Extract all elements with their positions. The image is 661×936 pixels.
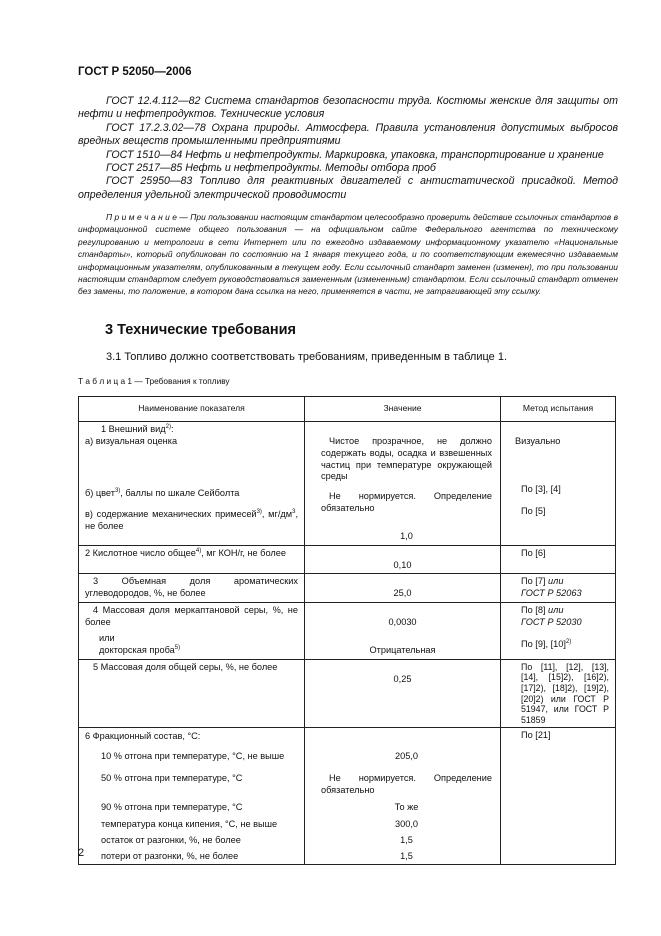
cell-text: По [9], [10]	[521, 638, 566, 649]
cell-value: 0,0030	[388, 617, 417, 628]
footnote-mark: 3)	[114, 487, 121, 494]
cell-method: Визуально	[515, 436, 561, 446]
row-label: потери от разгонки, %, не более	[101, 851, 239, 862]
cell-method: По [6]	[521, 547, 546, 558]
cell-text: 1 Внешний вид	[101, 424, 166, 434]
cell-text: или	[548, 576, 564, 587]
cell-method	[521, 605, 609, 617]
row-label: а) визуальная оценка	[85, 435, 178, 446]
table-row	[79, 603, 616, 660]
column-header: Метод испытания	[501, 397, 616, 422]
cell-value: 1,5	[400, 835, 413, 846]
cell-text: По [7]	[521, 576, 546, 587]
reference-item: ГОСТ 17.2.3.02—78 Охрана природы. Атмосфера. Правила установления допустимых выбросов вредных веществ промышленными предприятиями	[78, 121, 618, 148]
cell-method: По [21]	[521, 730, 551, 741]
row-label: температура конца кипения, °С, не выше	[101, 819, 278, 830]
cell-value: 1,5	[400, 851, 413, 862]
cell-text: в) содержание механических примесей	[85, 509, 257, 520]
footnote-mark: 4)	[195, 547, 202, 554]
row-label: 5 Массовая доля общей серы, %, не более	[93, 661, 278, 672]
note-paragraph: П р и м е ч а н и е — При пользовании настоящим стандартом целесообразно проверить действие ссылочных стандартов в информационной системе общего пользования — на официальном сайте Федерального агентства по техническому регулированию и метрологии в сети Интернет или по ежегодно издаваемому информационному указателю «Национальные стандарты», который опубликован по состоянию на 1 января текущего года, и по соответствующим ежемесячно издаваемым информационным указателям, опубликованным в текущем году. Если ссылочный стандарт заменен (изменен), то при пользовании настоящим стандартом следует руководствоваться замененным (измененным) стандартом. Если ссылочный стандарт отменен без замены, то положение, в котором дана ссылка на него, применяется в части, не затрагивающей эту ссылку.	[78, 212, 618, 297]
cell-method: По [3], [4]	[521, 483, 561, 494]
cell-value: Не нормируется. Определение обязательно	[321, 491, 492, 513]
row-label: остаток от разгонки, %, не более	[101, 835, 241, 846]
cell-value: Отрицательная	[369, 644, 436, 655]
reference-item: ГОСТ 12.4.112—82 Система стандартов безопасности труда. Костюмы женские для защиты от нефти и нефтепродуктов. Технические условия	[78, 95, 618, 121]
table-row	[79, 659, 616, 728]
footnote-mark: 5)	[174, 644, 181, 651]
column-header: Значение	[305, 397, 501, 422]
footnote-mark: 3	[292, 509, 296, 516]
row-label	[85, 509, 298, 533]
cell-value: То же	[394, 802, 419, 813]
row-label: 6 Фракционный состав, °С:	[85, 731, 201, 742]
paragraph-3-1: 3.1 Топливо должно соответствовать требованиям, приведенным в таблице 1.	[106, 351, 508, 363]
cell-text: или	[548, 605, 564, 616]
column-header: Наименование показателя	[79, 397, 305, 422]
cell-value: 300,0	[395, 819, 418, 830]
cell-value: 0,10	[393, 559, 412, 570]
cell-value: Чистое прозрачное, не должно содержать воды, осадка и взвешенных частиц при температуре окружающей среды	[321, 436, 492, 482]
cell-method: ГОСТ Р 52063	[521, 588, 582, 599]
cell-value: 25,0	[393, 588, 412, 599]
row-label: 4 Массовая доля меркаптановой серы, %, не более	[85, 605, 298, 627]
table-caption: Т а б л и ц а 1 — Требования к топливу	[78, 376, 230, 386]
cell-text: , мг КОН/г, не более	[201, 547, 286, 558]
cell-method: По [5]	[521, 505, 546, 516]
document-header: ГОСТ Р 52050—2006	[78, 66, 192, 78]
row-label: 3 Объемная доля ароматических углеводородов, %, не более	[85, 576, 298, 599]
cell-value: 0,25	[393, 673, 412, 684]
row-label: 1 Внешний вид$^{2)}$:	[101, 423, 174, 434]
table-header-row	[79, 397, 616, 422]
cell-text: докторская проба	[99, 644, 175, 655]
row-label: 10 % отгона при температуре, °С, не выше	[101, 751, 285, 762]
table-row	[79, 574, 616, 603]
row-label	[85, 548, 298, 560]
footnote-mark: 3)	[256, 509, 262, 516]
cell-value: 205,0	[395, 751, 418, 762]
footnote-mark: 2)	[165, 423, 171, 430]
row-label: или	[99, 632, 115, 643]
row-label: 90 % отгона при температуре, °С	[101, 802, 243, 813]
row-label: 50 % отгона при температуре, °С	[101, 773, 243, 784]
section-title: 3 Технические требования	[105, 322, 297, 338]
cell-method	[521, 576, 609, 588]
cell-text: , баллы по шкале Сейболта	[120, 487, 240, 498]
cell-text: б) цвет	[85, 487, 115, 498]
reference-item: ГОСТ 2517—85 Нефть и нефтепродукты. Методы отбора проб	[106, 162, 436, 175]
footnote-mark: 2)	[565, 638, 572, 645]
cell-text: , не более	[85, 509, 298, 532]
table-row	[79, 422, 616, 546]
table-row	[79, 728, 616, 865]
row-label	[85, 645, 298, 657]
requirements-table	[78, 396, 616, 865]
cell-value: 1,0	[400, 530, 413, 541]
normative-references	[78, 95, 618, 202]
cell-text: По [8]	[521, 605, 546, 616]
row-label	[85, 488, 298, 500]
reference-item: ГОСТ 25950—83 Топливо для реактивных двигателей с антистатической присадкой. Метод определения удельной электрической проводимости	[78, 175, 618, 201]
reference-item: ГОСТ 1510—84 Нефть и нефтепродукты. Маркировка, упаковка, транспортирование и хранение	[106, 148, 604, 161]
cell-text: 2 Кислотное число общее	[85, 547, 196, 558]
cell-method: ГОСТ Р 52030	[521, 616, 582, 627]
cell-method: По [11], [12], [13], [14], [15]2), [16]2), [17]2), [18]2), [19]2), [20]2) или ГОСТ Р 51947, или ГОСТ Р 51859	[521, 661, 609, 725]
cell-value: Не нормируется. Определение обязательно	[321, 773, 492, 796]
table-row	[79, 545, 616, 574]
cell-text: , мг/дм	[261, 509, 293, 520]
cell-method	[521, 639, 609, 651]
page-number: 2	[78, 847, 85, 859]
